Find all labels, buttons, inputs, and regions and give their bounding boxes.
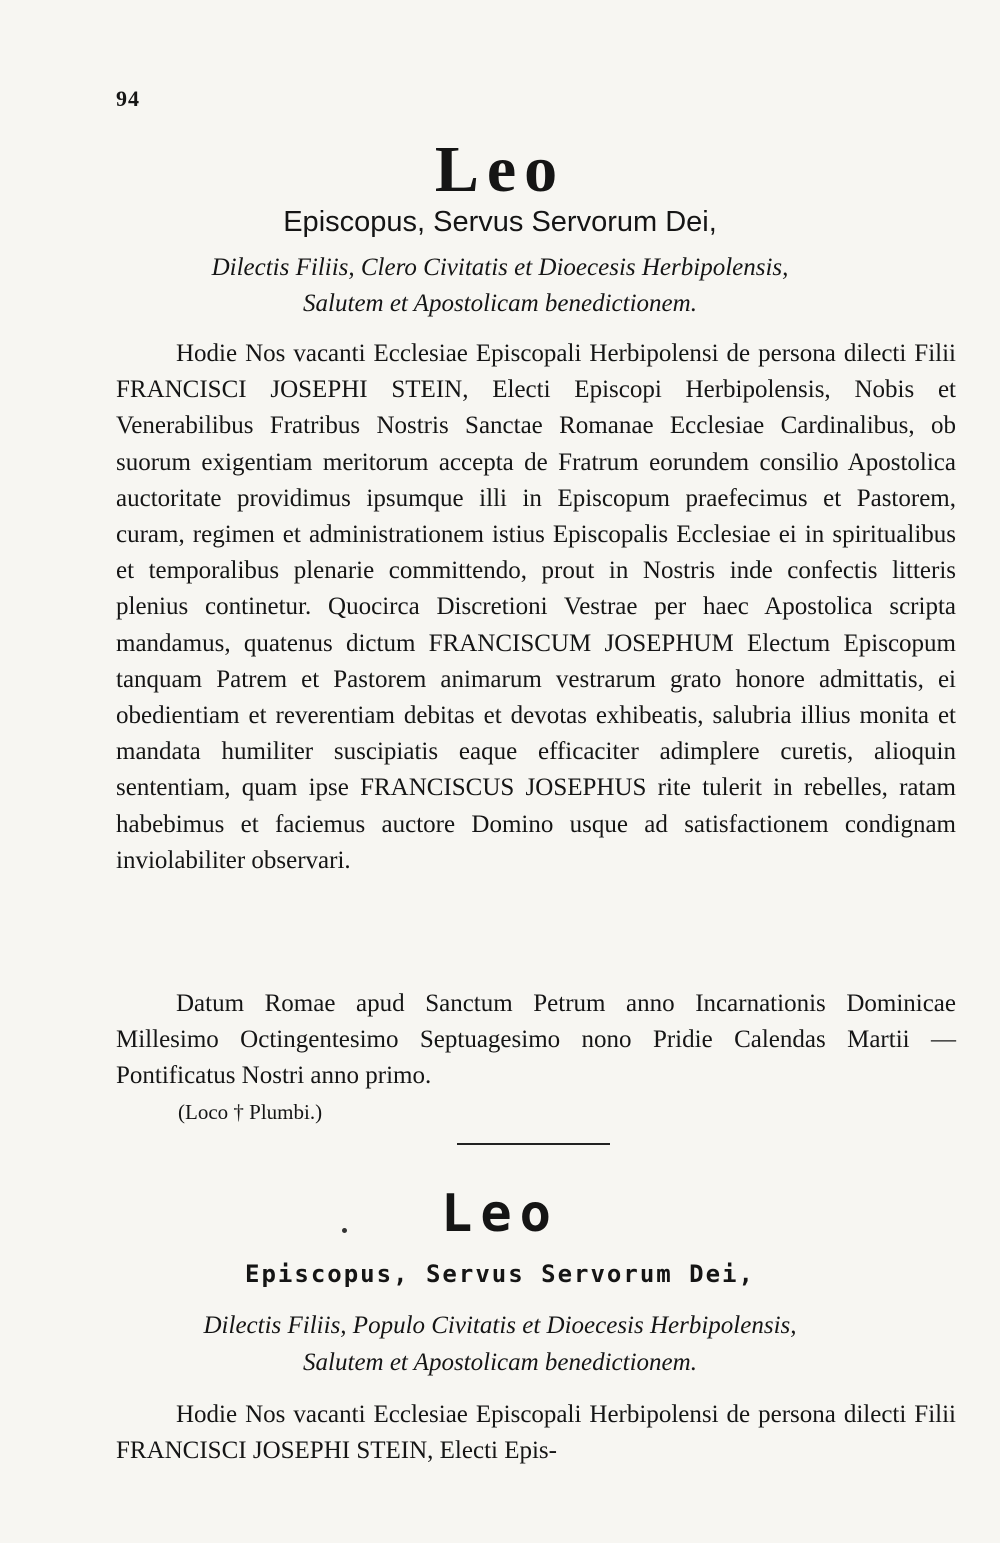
second-letter-address-line-2: Salutem et Apostolicam benedictionem. xyxy=(303,1349,697,1376)
second-letter-subtitle: Episcopus, Servus Servorum Dei, xyxy=(245,1260,755,1288)
second-letter-title: Leo xyxy=(441,1184,559,1244)
second-letter-address-line-1: Dilectis Filiis, Populo Civitatis et Dioecesis Herbipolensis, xyxy=(203,1312,797,1339)
page-number: 94 xyxy=(116,86,140,111)
seal-notation: (Loco † Plumbi.) xyxy=(178,1100,323,1124)
first-letter-title: Leo xyxy=(434,133,566,206)
section-divider xyxy=(457,1143,610,1145)
first-letter-body: Hodie Nos vacanti Ecclesiae Episcopali Herbipolensi de persona dilecti Filii FRANCISCI JOSEPHI STEIN, Electi Episcopi Herbipolensis, Nobis et Venerabilibus Fratribus Nostris Sanctae Romanae Ecclesiae Cardinalibus, ob suorum exigentiam meritorum accepta de Fratrum eorundem consilio Apostolica auctoritate providimus ipsumque illi in Episcopum praefecimus et Pastorem, curam, regimen et administrationem istius Episcopalis Ecclesiae ei in spiritualibus et temporalibus plenarie committendo, prout in Nostris inde confectis litteris plenius continetur. Quocirca Discretioni Vestrae per haec Apostolica scripta mandamus, quatenus dictum FRANCISCUM JOSEPHUM Electum Episcopum tanquam Patrem et Pastorem animarum vestrarum grato honore admittatis, ei obedientiam et reverentiam debitas et devotas exhibeatis, salubria illius monita et mandata humiliter suscipiatis eaque efficaciter adimplere curetis, alioquin sententiam, quam ipse FRANCISCUS JOSEPHUS rite tulerit in rebelles, ratam habebimus et faciemus auctore Domino usque ad satisfactionem condignam inviolabiliter observari. xyxy=(116,340,956,874)
first-letter-dating: Datum Romae apud Sanctum Petrum anno Incarnationis Dominicae Millesimo Octingentesimo Septuagesimo nono Pridie Calendas Martii — Pontificatus Nostri anno primo. xyxy=(116,990,956,1090)
first-letter-address-line-2: Salutem et Apostolicam benedictionem. xyxy=(303,290,697,317)
first-letter-address-line-1: Dilectis Filiis, Clero Civitatis et Dioecesis Herbipolensis, xyxy=(211,254,789,281)
first-letter-subtitle: Episcopus, Servus Servorum Dei, xyxy=(283,206,717,238)
second-letter-body: Hodie Nos vacanti Ecclesiae Episcopali Herbipolensi de persona dilecti Filii FRANCISCI JOSEPHI STEIN, Electi Epis- xyxy=(116,1401,956,1465)
